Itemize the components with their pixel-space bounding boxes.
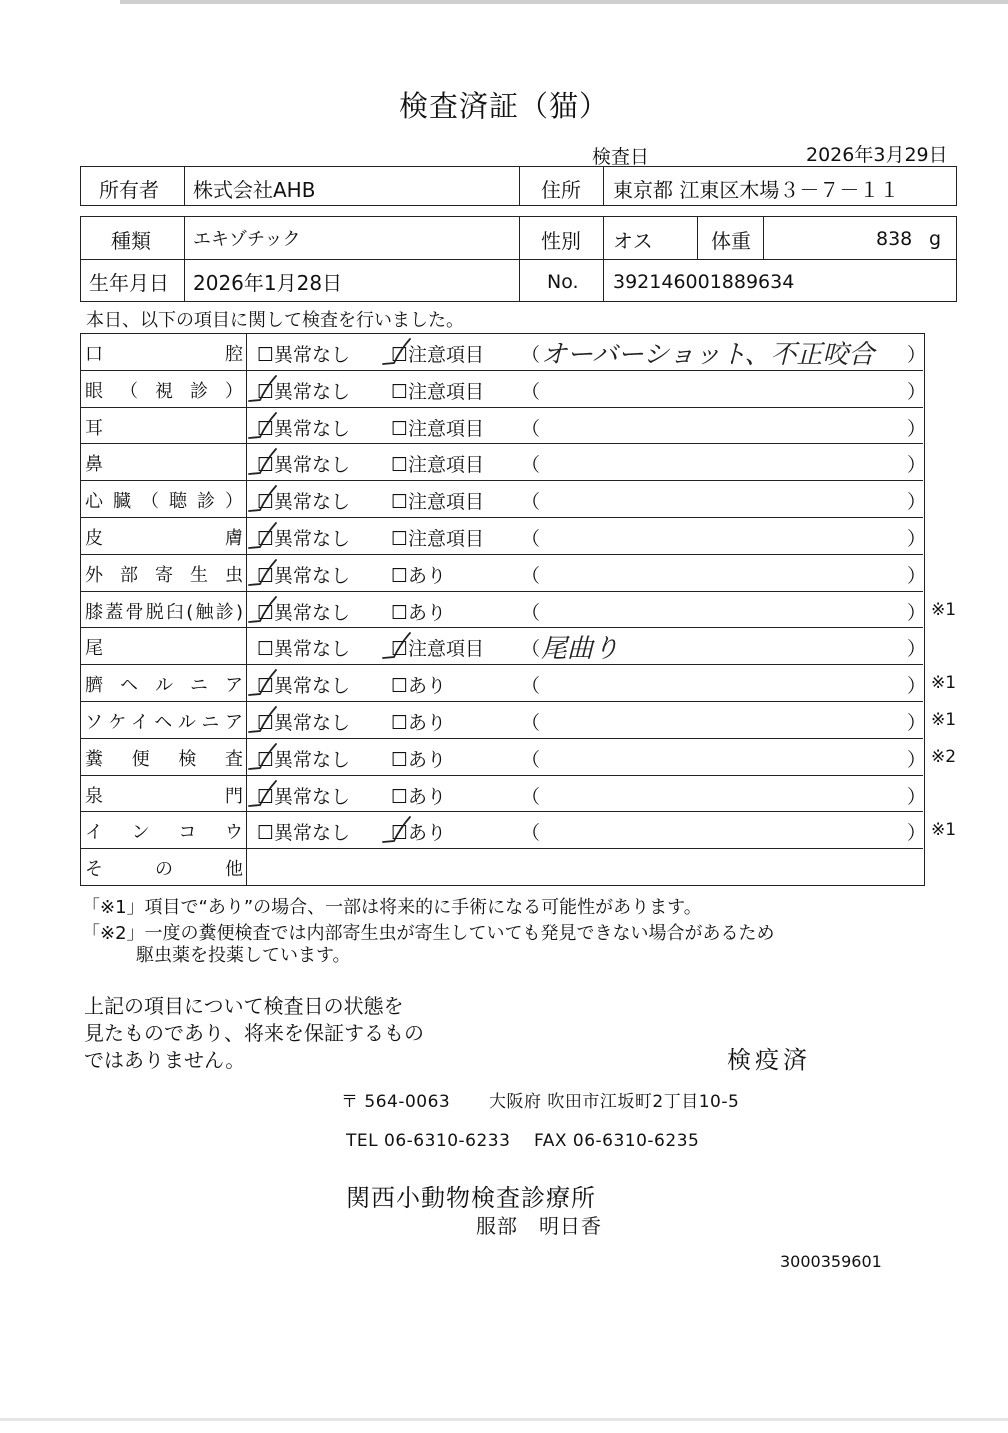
disclaimer-line: 見たものであり、将来を保証するもの: [84, 1021, 424, 1045]
footnote-2b: 駆虫薬を投薬しています。: [136, 945, 351, 966]
address-value: 東京都 江東区木場３－７－１１: [613, 178, 900, 202]
note-paren-close: ）: [907, 785, 927, 808]
note-paren-open: （: [521, 417, 541, 440]
handwritten-note: 尾曲り: [541, 634, 620, 665]
animal-box: [80, 216, 957, 302]
postal-code: 〒 564-0063: [341, 1092, 451, 1112]
exam-item-label: 眼（視診）: [85, 380, 243, 402]
note-paren-close: ）: [907, 675, 927, 698]
attention-checkbox[interactable]: ☐注意項目: [391, 491, 485, 514]
note-paren-open: （: [521, 712, 541, 734]
footnote-reference-mark: ※1: [931, 599, 957, 620]
sex-label: 性別: [541, 229, 581, 253]
note-paren-close: ）: [907, 822, 927, 845]
note-paren-open: （: [521, 748, 541, 771]
note-paren-open: （: [521, 638, 541, 661]
exam-item-label: ソケイヘルニア: [85, 712, 243, 733]
footnote-reference-mark: ※2: [931, 746, 957, 767]
exam-item-label: 膝蓋骨脱臼(触診): [85, 601, 243, 623]
no-abnormality-checkbox[interactable]: ☐異常なし: [257, 344, 351, 366]
exam-item-label: 臍ヘルニア: [85, 675, 243, 697]
note-paren-open: （: [521, 785, 541, 808]
note-paren-open: （: [521, 380, 541, 403]
exam-table: [80, 333, 925, 886]
attention-checkbox[interactable]: ☐注意項目: [391, 638, 485, 661]
clinic-name: 関西小動物検査診療所: [346, 1184, 596, 1212]
intro-text: 本日、以下の項目に関して検査を行いました。: [86, 310, 464, 331]
exam-item-label: 口腔: [85, 344, 243, 365]
exam-item-name: [81, 518, 247, 554]
attention-checkbox[interactable]: ☐注意項目: [391, 454, 485, 477]
attention-checkbox[interactable]: ☐あり: [391, 785, 447, 808]
inspector-name: 服部 明日香: [476, 1214, 602, 1238]
exam-item-name: [81, 555, 247, 591]
exam-item-name: [81, 408, 247, 444]
note-paren-open: （: [521, 822, 541, 845]
disclaimer-line: 上記の項目について検査日の状態を: [84, 994, 404, 1018]
exam-row: [81, 334, 927, 371]
exam-item-name: [81, 444, 247, 480]
exam-item-name: [81, 702, 247, 738]
exam-row: [81, 555, 927, 592]
exam-row: [81, 812, 927, 849]
note-paren-open: （: [521, 601, 541, 624]
owner-value: 株式会社AHB: [193, 178, 316, 202]
clinic-address: 大阪府 吹田市江坂町2丁目10-5: [489, 1092, 740, 1112]
exam-item-label: 皮膚: [85, 528, 243, 549]
attention-checkbox[interactable]: ☐注意項目: [391, 380, 485, 403]
note-paren-close: ）: [907, 344, 927, 366]
note-paren-open: （: [521, 564, 541, 587]
exam-row: [81, 776, 927, 813]
exam-item-label: 泉門: [85, 785, 243, 807]
no-abnormality-checkbox[interactable]: ☐異常なし: [257, 675, 351, 698]
weight-label: 体重: [711, 229, 751, 253]
disclaimer: [84, 993, 484, 1074]
note-paren-close: ）: [907, 417, 927, 440]
attention-checkbox[interactable]: ☐あり: [391, 748, 447, 771]
clinic-tel: TEL 06-6310-6233: [346, 1131, 511, 1151]
exam-row: [81, 481, 927, 518]
disclaimer-line: ではありません。: [84, 1048, 246, 1072]
exam-item-name: [81, 849, 247, 886]
no-abnormality-checkbox[interactable]: ☐異常なし: [257, 638, 351, 661]
exam-item-name: [81, 628, 247, 664]
note-paren-close: ）: [907, 564, 927, 587]
exam-date-label: 検査日: [592, 146, 650, 168]
note-paren-close: ）: [907, 712, 927, 734]
attention-checkbox[interactable]: ☐あり: [391, 712, 447, 734]
no-abnormality-checkbox[interactable]: ☐異常なし: [257, 380, 351, 403]
note-paren-open: （: [521, 454, 541, 477]
no-abnormality-checkbox[interactable]: ☐異常なし: [257, 748, 351, 771]
exam-date-value: 2026年3月29日: [806, 144, 948, 166]
attention-checkbox[interactable]: ☐あり: [391, 601, 447, 624]
exam-item-label: インコウ: [85, 822, 243, 844]
exam-item-label: 外部寄生虫: [85, 564, 243, 586]
owner-label: 所有者: [99, 178, 159, 202]
exam-row: [81, 628, 927, 665]
address-label: 住所: [541, 178, 581, 202]
exam-row: [81, 518, 927, 555]
footnote-2a: 「※2」一度の糞便検査では内部寄生虫が寄生していても発見できない場合があるため: [82, 923, 775, 944]
attention-checkbox[interactable]: ☐あり: [391, 822, 447, 845]
exam-item-label: 糞便検査: [85, 748, 243, 770]
exam-row: [81, 408, 927, 445]
exam-item-name: [81, 592, 247, 628]
exam-item-label: 鼻: [85, 454, 103, 476]
note-paren-close: ）: [907, 528, 927, 550]
note-paren-open: （: [521, 491, 541, 514]
handwritten-note: オーバーショット、不正咬合: [541, 340, 875, 370]
exam-item-name: [81, 371, 247, 407]
note-paren-close: ）: [907, 454, 927, 477]
footnote-reference-mark: ※1: [931, 710, 957, 730]
exam-row: [81, 665, 927, 702]
exam-row: [81, 371, 927, 408]
no-abnormality-checkbox[interactable]: ☐異常なし: [257, 564, 351, 587]
no-value: 392146001889634: [613, 271, 795, 293]
no-abnormality-checkbox[interactable]: ☐異常なし: [257, 785, 351, 808]
note-paren-close: ）: [907, 638, 927, 661]
exam-row: [81, 739, 927, 776]
note-paren-close: ）: [907, 601, 927, 624]
clinic-fax: FAX 06-6310-6235: [534, 1131, 700, 1151]
owner-box: [80, 166, 957, 206]
note-paren-close: ）: [907, 491, 927, 514]
attention-checkbox[interactable]: ☐注意項目: [391, 417, 485, 440]
exam-item-label: 心臓（聴診）: [85, 491, 243, 513]
type-label: 種類: [111, 229, 151, 253]
exam-item-name: [81, 481, 247, 517]
no-abnormality-checkbox[interactable]: ☐異常なし: [257, 712, 351, 734]
exam-item-name: [81, 334, 247, 370]
sex-value: オス: [613, 229, 653, 253]
serial-number: 3000359601: [780, 1252, 882, 1271]
note-paren-open: （: [521, 528, 541, 550]
exam-row: [81, 702, 927, 739]
birth-label: 生年月日: [89, 271, 169, 295]
exam-item-name: [81, 665, 247, 701]
exam-row: [81, 444, 927, 481]
exam-item-name: [81, 739, 247, 775]
type-value: エキゾチック: [193, 229, 301, 250]
weight-unit: g: [929, 228, 942, 250]
no-abnormality-checkbox[interactable]: ☐異常なし: [257, 454, 351, 477]
no-abnormality-checkbox[interactable]: ☐異常なし: [257, 601, 351, 624]
exam-item-label: 尾: [85, 638, 103, 660]
note-paren-open: （: [521, 344, 541, 366]
exam-item-name: [81, 812, 247, 848]
footnote-reference-mark: ※1: [931, 820, 957, 841]
exam-item-label: その他: [85, 859, 243, 881]
note-paren-close: ）: [907, 380, 927, 403]
birth-value: 2026年1月28日: [193, 271, 343, 295]
no-abnormality-checkbox[interactable]: ☐異常なし: [257, 528, 351, 550]
footnote-1: 「※1」項目で“あり”の場合、一部は将来的に手術になる可能性があります。: [82, 897, 702, 918]
no-label: No.: [547, 271, 579, 293]
exam-item-label: 耳: [85, 417, 103, 439]
quarantine-stamp: 検疫済: [727, 1046, 811, 1074]
attention-checkbox[interactable]: ☐注意項目: [391, 344, 485, 366]
scan-edge-bottom: [0, 1418, 1008, 1421]
exam-item-name: [81, 776, 247, 812]
no-abnormality-checkbox[interactable]: ☐異常なし: [257, 417, 351, 440]
document-title: 検査済証（猫）: [398, 89, 609, 123]
no-abnormality-checkbox[interactable]: ☐異常なし: [257, 822, 351, 845]
attention-checkbox[interactable]: ☐あり: [391, 675, 447, 698]
footnote-reference-mark: ※1: [931, 673, 957, 694]
weight-value: 838: [876, 228, 913, 250]
exam-row: [81, 592, 927, 629]
attention-checkbox[interactable]: ☐注意項目: [391, 528, 485, 550]
no-abnormality-checkbox[interactable]: ☐異常なし: [257, 491, 351, 514]
attention-checkbox[interactable]: ☐あり: [391, 564, 447, 587]
scan-edge-top: [120, 0, 1008, 4]
exam-row: [81, 849, 923, 886]
note-paren-open: （: [521, 675, 541, 698]
note-paren-close: ）: [907, 748, 927, 771]
